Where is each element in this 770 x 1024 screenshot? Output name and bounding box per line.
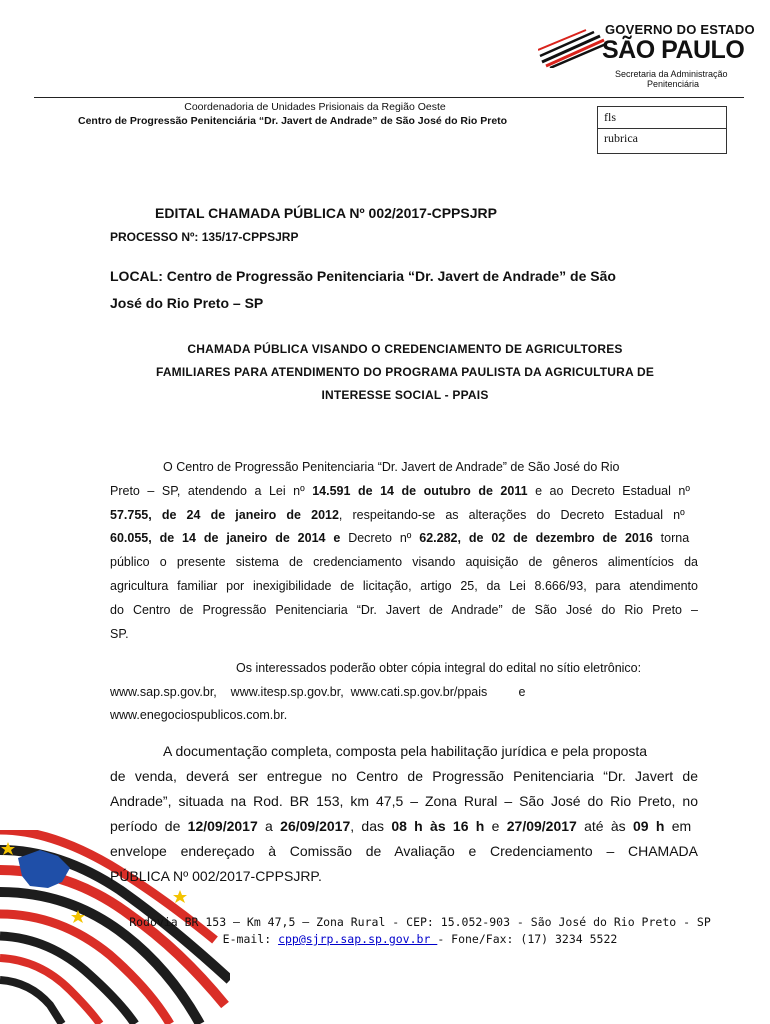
p3-a: a — [257, 818, 281, 834]
p3-ate: até às — [576, 818, 633, 834]
logo-line2: SÃO PAULO — [602, 36, 745, 64]
decreto-62282: 62.282, de 02 de dezembro de 2016 — [419, 531, 653, 545]
footer-contact — [0, 932, 770, 946]
fls-rubrica-box — [597, 106, 727, 154]
p1-line2 — [110, 484, 690, 498]
link-itesp[interactable]: www.itesp.sp.gov.br, — [230, 685, 344, 699]
star-icon — [173, 890, 187, 903]
p1-line6: agricultura familiar por inexigibilidade de licitação, artigo 25, da Lei 8.666/93, para atendimento — [110, 579, 698, 593]
link-enegocios[interactable]: www.enegociospublicos.com.br. — [110, 708, 288, 722]
p3-line1: A documentação completa, composta pela habilitação jurídica e pela proposta — [163, 743, 648, 759]
date-end: 26/09/2017 — [280, 818, 351, 834]
p3-em: em — [664, 818, 692, 834]
p3-e: e — [484, 818, 507, 834]
logo-sub1: Secretaria da Administração — [615, 69, 728, 79]
p2-and: e — [518, 685, 526, 699]
p3-line5: envelope endereçado à Comissão de Avaliação e Credenciamento – CHAMADA — [110, 843, 698, 859]
hours: 08 h às 16 h — [391, 818, 485, 834]
date-start: 12/09/2017 — [187, 818, 258, 834]
p2-line1: Os interessados poderão obter cópia integral do edital no sítio eletrônico: — [236, 661, 642, 675]
decreto-57755: 57.755, de 24 de janeiro de 2012 — [110, 508, 339, 522]
local-line2: José do Rio Preto – SP — [110, 295, 264, 311]
flag-stripes-icon — [538, 28, 608, 68]
p1-line3-text: , respeitando-se as alterações do Decreto Estadual nº — [338, 508, 685, 522]
p1-line4-text: Decreto nº — [340, 531, 420, 545]
chamada-line2: FAMILIARES PARA ATENDIMENTO DO PROGRAMA PAULISTA DA AGRICULTURA DE — [155, 365, 655, 379]
p3-periodo: período de — [110, 818, 188, 834]
phone-text: - Fone/Fax: (17) 3234 5522 — [437, 932, 618, 946]
box-divider — [598, 128, 726, 129]
coordenadoria-text: Coordenadoria de Unidades Prisionais da Região Oeste — [184, 101, 446, 113]
processo-number: PROCESSO Nº: 135/17-CPPSJRP — [110, 230, 299, 244]
fls-label: fls — [604, 110, 616, 124]
local-line1: LOCAL: Centro de Progressão Penitenciaria “Dr. Javert de Andrade” de São — [110, 268, 616, 284]
p2-line2 — [110, 685, 526, 699]
logo-line1: GOVERNO DO ESTADO — [605, 22, 755, 37]
footer-address: Rodovia BR 153 – Km 47,5 – Zona Rural - CEP: 15.052-903 - São José do Rio Preto - SP — [129, 915, 711, 929]
p1-line4 — [110, 531, 689, 545]
link-cati[interactable]: www.cati.sp.gov.br/ppais — [350, 685, 488, 699]
date-final: 27/09/2017 — [506, 818, 577, 834]
p1-line7: do Centro de Progressão Penitenciaria “Dr. Javert de Andrade” de São José do Rio Preto – — [110, 603, 698, 617]
p1-line3 — [110, 508, 685, 522]
hour-final: 09 h — [632, 818, 665, 834]
header-divider — [34, 97, 744, 98]
sao-paulo-logo — [538, 18, 755, 98]
chamada-line3: INTERESSE SOCIAL - PPAIS — [321, 388, 489, 402]
rubrica-label: rubrica — [604, 131, 638, 145]
email-link[interactable]: cpp@sjrp.sap.sp.gov.br — [278, 932, 438, 946]
p1-line5: público o presente sistema de credenciamento visando aquisição de gêneros alimentícios da — [110, 555, 698, 569]
email-label: E-mail: — [222, 932, 279, 946]
p3-line3: Andrade”, situada na Rod. BR 153, km 47,5 – Zona Rural – São José do Rio Preto, no — [110, 793, 698, 809]
decreto-60055: 60.055, de 14 de janeiro de 2014 e — [110, 531, 341, 545]
p1-line8: SP. — [110, 627, 129, 641]
lei-reference: 14.591 de 14 de outubro de 2011 — [312, 484, 528, 498]
chamada-line1: CHAMADA PÚBLICA VISANDO O CREDENCIAMENTO DE AGRICULTORES — [187, 342, 623, 356]
logo-sub2: Penitenciária — [647, 79, 700, 89]
p1-line2-end: e ao Decreto Estadual nº — [527, 484, 690, 498]
p3-das: , das — [350, 818, 392, 834]
p1-line2-text: Preto – SP, atendendo a Lei nº — [110, 484, 313, 498]
edital-title: EDITAL CHAMADA PÚBLICA Nº 002/2017-CPPSJRP — [155, 205, 497, 221]
p1-line4-end: torna — [652, 531, 690, 545]
centro-text: Centro de Progressão Penitenciária “Dr. Javert de Andrade” de São José do Rio Preto — [78, 115, 508, 127]
link-sap[interactable]: www.sap.sp.gov.br, — [110, 685, 217, 699]
p3-line6: PÚBLICA Nº 002/2017-CPPSJRP. — [110, 868, 322, 884]
p3-line2: de venda, deverá ser entregue no Centro de Progressão Penitenciaria “Dr. Javert de — [110, 768, 698, 784]
p1-line1: O Centro de Progressão Penitenciaria “Dr. Javert de Andrade” de São José do Rio — [163, 460, 620, 474]
